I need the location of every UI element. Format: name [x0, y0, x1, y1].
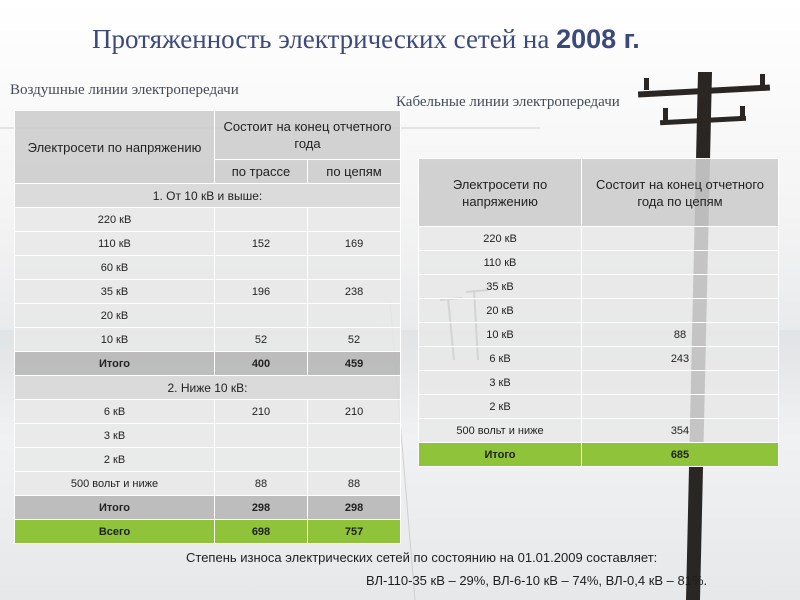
voltage-cell: 110 кВ — [419, 251, 582, 275]
route-cell: 52 — [215, 328, 308, 352]
circuit-cell: 243 — [582, 347, 779, 371]
voltage-cell: 10 кВ — [419, 323, 582, 347]
voltage-cell: 220 кВ — [419, 227, 582, 251]
header-state: Состоит на конец отчетного года по цепям — [582, 159, 779, 227]
voltage-cell: 20 кВ — [15, 304, 215, 328]
route-cell — [215, 448, 308, 472]
circuit-cell — [582, 275, 779, 299]
table-row — [419, 371, 779, 395]
header-voltage: Электросети по напряжению — [419, 159, 582, 227]
voltage-cell: 2 кВ — [15, 448, 215, 472]
table-row — [419, 347, 779, 371]
circuit-cell: 210 — [308, 400, 401, 424]
grand-total-route: 698 — [215, 520, 308, 544]
route-cell: 196 — [215, 280, 308, 304]
table-header-row — [15, 111, 401, 160]
voltage-cell: 500 вольт и ниже — [15, 472, 215, 496]
table-row — [15, 328, 401, 352]
header-state: Состоит на конец отчетного года — [215, 111, 401, 160]
subtotal-route: 400 — [215, 352, 308, 376]
circuit-cell: 169 — [308, 232, 401, 256]
cable-lines-table — [418, 158, 779, 467]
voltage-cell: 2 кВ — [419, 395, 582, 419]
circuit-cell: 88 — [308, 472, 401, 496]
table-row — [15, 256, 401, 280]
circuit-cell — [582, 227, 779, 251]
total-value: 685 — [582, 443, 779, 467]
overhead-subtitle: Воздушные линии электропередачи — [10, 82, 239, 98]
section-row — [15, 376, 401, 400]
table-header-row — [419, 159, 779, 227]
table-row — [419, 275, 779, 299]
subtotal-row — [15, 352, 401, 376]
page-title — [92, 24, 792, 55]
route-cell — [215, 208, 308, 232]
table-row — [15, 232, 401, 256]
overhead-lines-table — [14, 110, 401, 544]
section-1-label: 1. От 10 кВ и выше: — [15, 184, 401, 208]
circuit-cell — [582, 371, 779, 395]
circuit-cell: 238 — [308, 280, 401, 304]
voltage-cell: 35 кВ — [15, 280, 215, 304]
circuit-cell — [308, 448, 401, 472]
subtotal-circuit: 298 — [308, 496, 401, 520]
circuit-cell: 88 — [582, 323, 779, 347]
voltage-cell: 3 кВ — [419, 371, 582, 395]
voltage-cell: 10 кВ — [15, 328, 215, 352]
voltage-cell: 110 кВ — [15, 232, 215, 256]
section-row — [15, 184, 401, 208]
subtotal-route: 298 — [215, 496, 308, 520]
circuit-cell: 52 — [308, 328, 401, 352]
table-row — [419, 299, 779, 323]
route-cell: 88 — [215, 472, 308, 496]
voltage-cell: 500 вольт и ниже — [419, 419, 582, 443]
table-row — [419, 251, 779, 275]
subtotal-circuit: 459 — [308, 352, 401, 376]
subtotal-label: Итого — [15, 352, 215, 376]
table-row — [15, 280, 401, 304]
header-circuit: по цепям — [308, 160, 401, 184]
voltage-cell: 60 кВ — [15, 256, 215, 280]
table-row — [419, 419, 779, 443]
route-cell: 210 — [215, 400, 308, 424]
voltage-cell: 220 кВ — [15, 208, 215, 232]
voltage-cell: 35 кВ — [419, 275, 582, 299]
route-cell — [215, 424, 308, 448]
table-row — [15, 472, 401, 496]
circuit-cell — [308, 304, 401, 328]
voltage-cell: 3 кВ — [15, 424, 215, 448]
header-voltage: Электросети по напряжению — [15, 111, 215, 184]
table-row — [419, 323, 779, 347]
grand-total-row — [15, 520, 401, 544]
circuit-cell — [582, 251, 779, 275]
title-text: Протяженность электрических сетей на — [92, 24, 557, 54]
total-row — [419, 443, 779, 467]
table-row — [15, 400, 401, 424]
cable-subtitle: Кабельные линии электропередачи — [396, 94, 620, 110]
table-row — [419, 395, 779, 419]
circuit-cell — [308, 208, 401, 232]
section-2-label: 2. Ниже 10 кВ: — [15, 376, 401, 400]
footer-line-1: Степень износа электрических сетей по состоянию на 01.01.2009 составляет: — [186, 550, 658, 565]
circuit-cell — [582, 395, 779, 419]
route-cell — [215, 256, 308, 280]
table-row — [15, 448, 401, 472]
subtotal-row — [15, 496, 401, 520]
table-row — [15, 304, 401, 328]
table-row — [419, 227, 779, 251]
total-label: Итого — [419, 443, 582, 467]
circuit-cell — [582, 299, 779, 323]
subtotal-label: Итого — [15, 496, 215, 520]
voltage-cell: 20 кВ — [419, 299, 582, 323]
footer-line-2: ВЛ-110-35 кВ – 29%, ВЛ-6-10 кВ – 74%, ВЛ-0,4 кВ – 81%. — [366, 573, 708, 588]
table-row — [15, 208, 401, 232]
route-cell: 152 — [215, 232, 308, 256]
circuit-cell — [308, 424, 401, 448]
route-cell — [215, 304, 308, 328]
voltage-cell: 6 кВ — [15, 400, 215, 424]
grand-total-label: Всего — [15, 520, 215, 544]
title-year: 2008 г. — [556, 24, 640, 54]
table-row — [15, 424, 401, 448]
voltage-cell: 6 кВ — [419, 347, 582, 371]
grand-total-circuit: 757 — [308, 520, 401, 544]
circuit-cell: 354 — [582, 419, 779, 443]
circuit-cell — [308, 256, 401, 280]
header-route: по трассе — [215, 160, 308, 184]
